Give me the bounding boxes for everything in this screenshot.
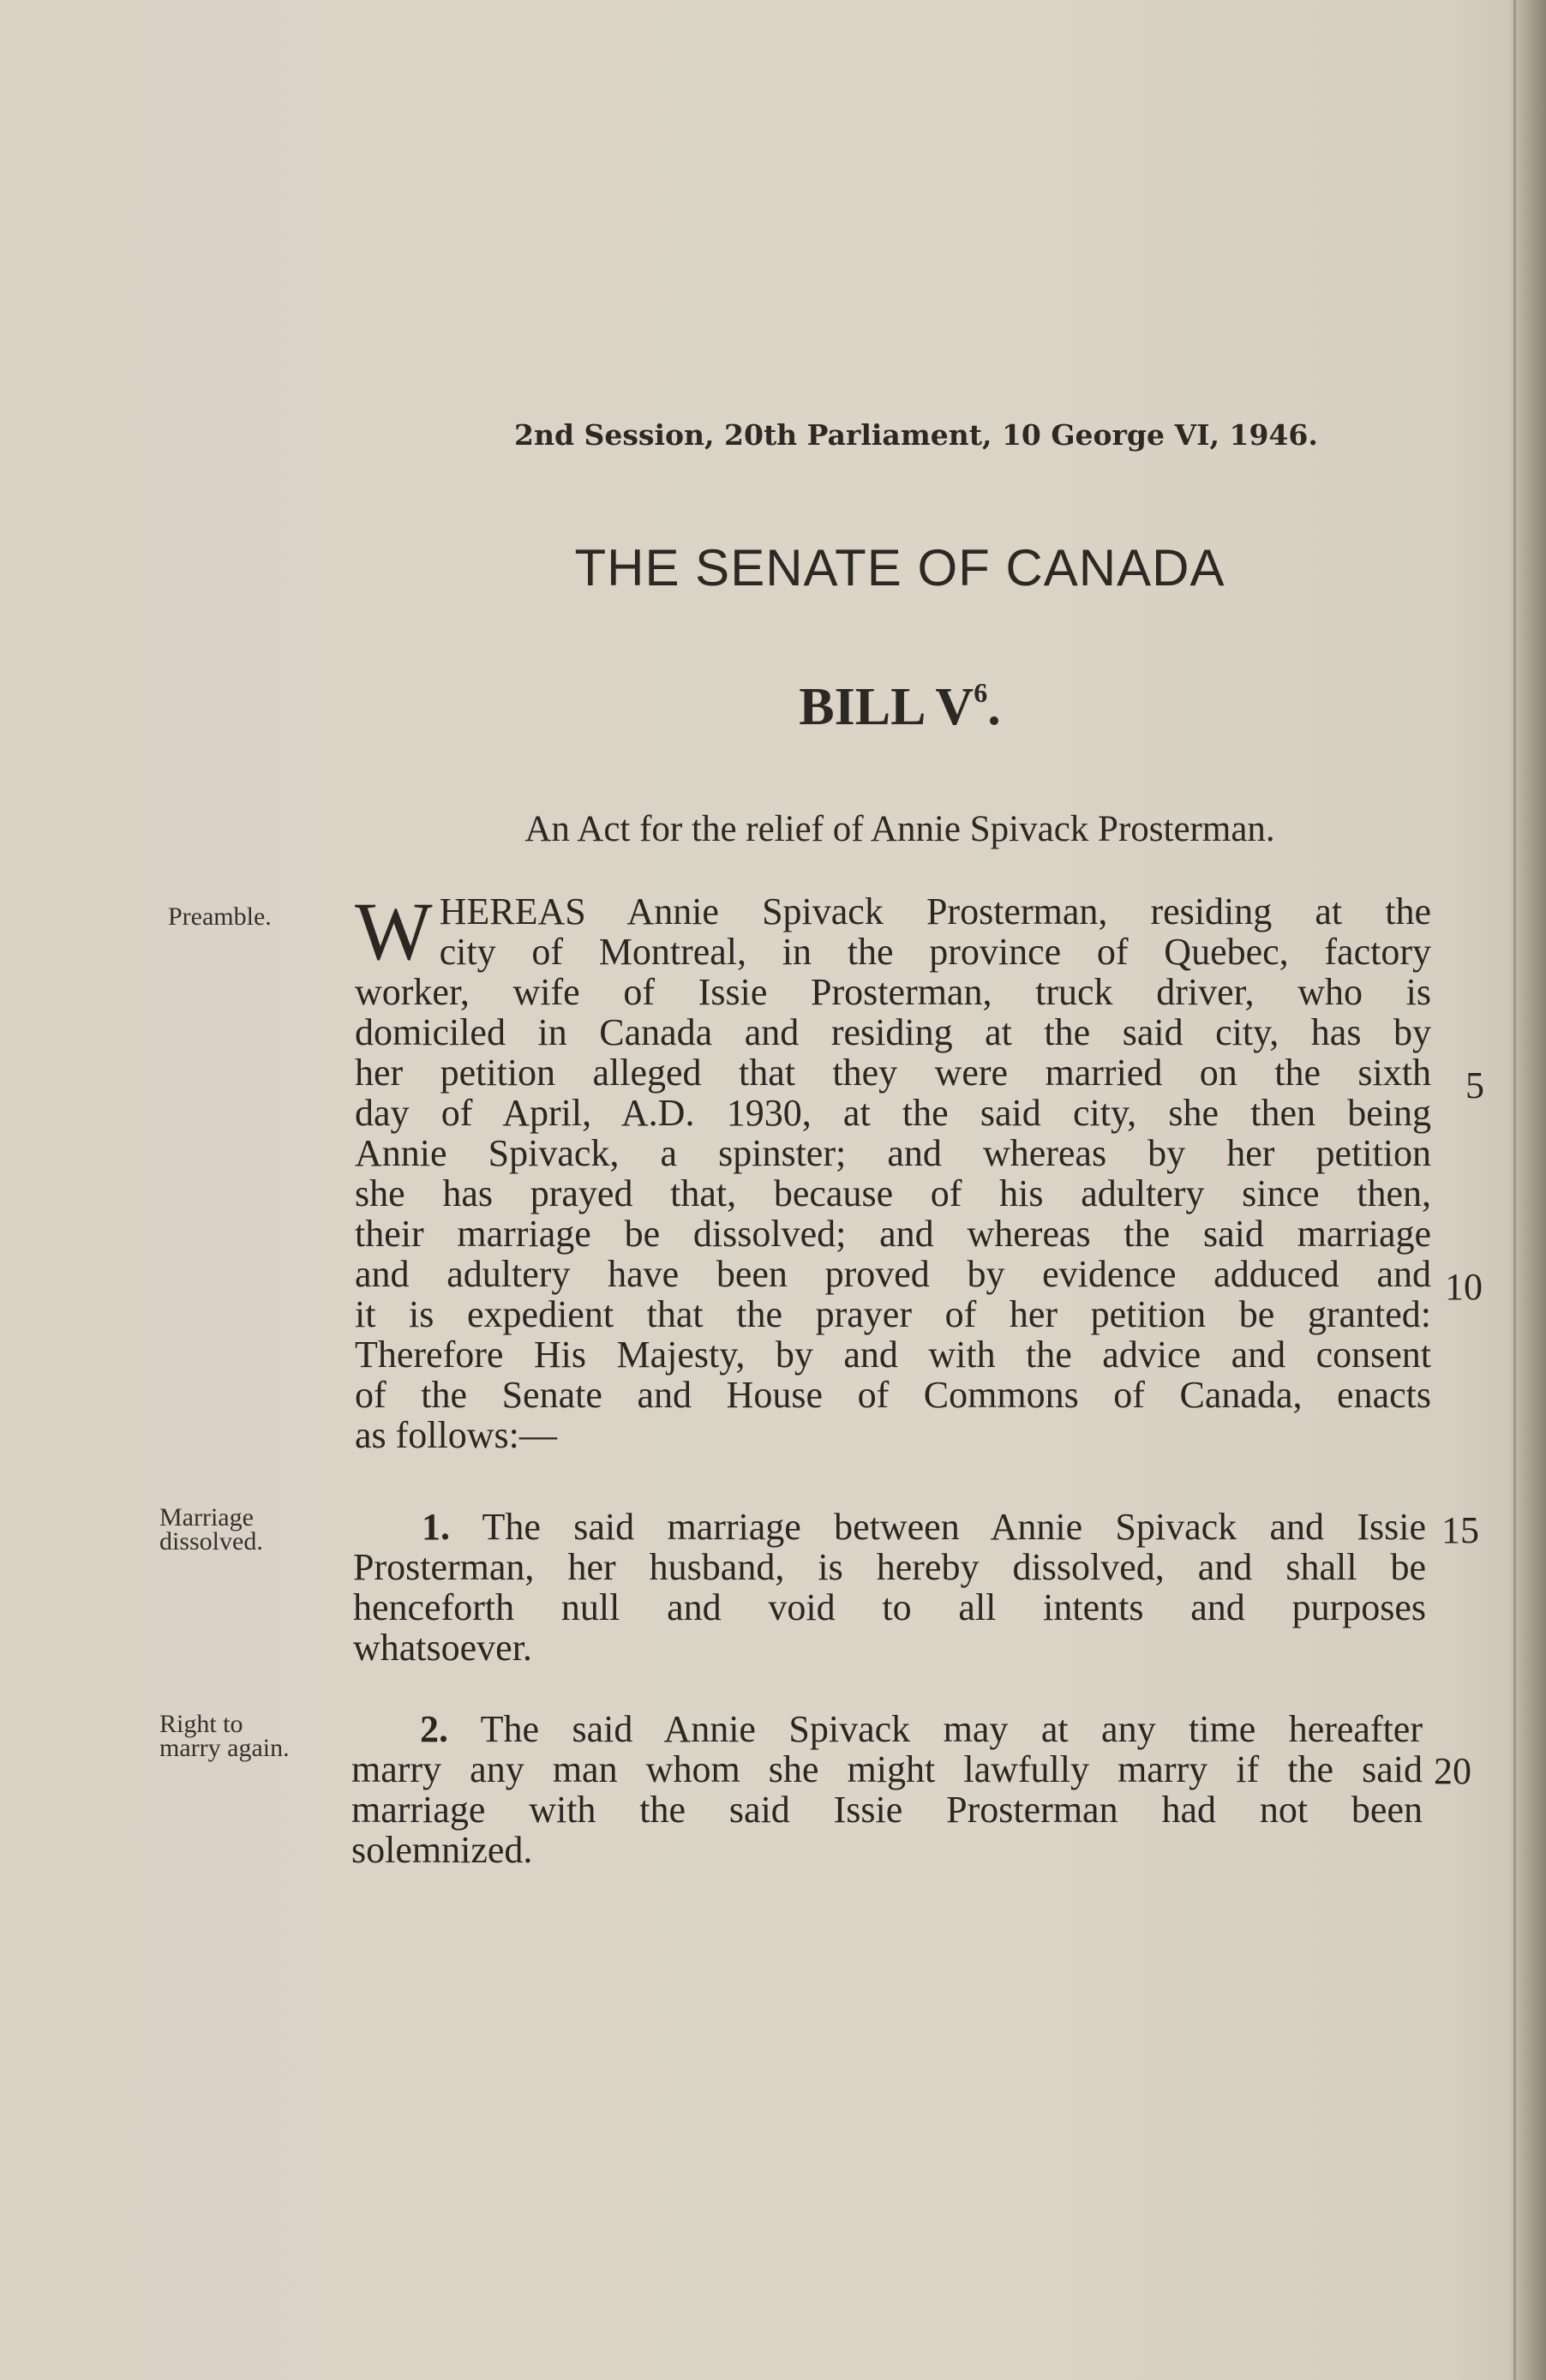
preamble-line: Annie Spivack, a spinster; and whereas by her petition: [355, 1132, 1431, 1174]
section-1-first-line: [353, 1507, 1426, 1547]
senate-title: THE SENATE OF CANADA: [574, 539, 1225, 596]
preamble-line: day of April, A.D. 1930, at the said city, she then being: [355, 1092, 1431, 1134]
margin-note-marriage-dissolved: [159, 1503, 263, 1556]
section-1-line: Prosterman, her husband, is hereby dissolved, and shall be: [353, 1546, 1426, 1588]
preamble-line: city of Montreal, in the province of Quebec, factory: [439, 931, 1431, 973]
preamble-line: as follows:—: [355, 1414, 557, 1456]
line-number-20: 20: [1434, 1750, 1471, 1792]
bill-title: [428, 677, 1371, 738]
session-header: 2nd Session, 20th Parliament, 10 George VI, 1946.: [514, 418, 1318, 452]
section-2-number: 2.: [420, 1708, 448, 1750]
line-number-10: 10: [1445, 1266, 1483, 1308]
preamble-line: it is expedient that the prayer of her petition be granted:: [355, 1293, 1431, 1335]
margin-note-line: marry again.: [159, 1734, 290, 1762]
preamble-line: their marriage be dissolved; and whereas the said marriage: [355, 1213, 1431, 1255]
section-2-line: marry any man whom she might lawfully marry if the said: [351, 1748, 1423, 1790]
margin-note-line: Marriage: [159, 1503, 254, 1532]
preamble-line: domiciled in Canada and residing at the said city, has by: [355, 1011, 1431, 1053]
section-1-line: whatsoever.: [353, 1627, 532, 1669]
section-2-paragraph: [351, 1709, 1423, 1870]
bill-label: BILL V: [799, 678, 974, 736]
bill-subtitle: An Act for the relief of Annie Spivack Prosterman.: [524, 809, 1275, 849]
margin-note-line: dissolved.: [159, 1527, 263, 1556]
section-2-line: solemnized.: [351, 1829, 533, 1871]
line-number-15: 15: [1441, 1509, 1479, 1551]
page-edge-shadow: [1513, 0, 1516, 2380]
bill-period: .: [987, 678, 1001, 736]
preamble-line: and adultery have been proved by evidence adduced and: [355, 1253, 1431, 1295]
preamble-line: HEREAS Annie Spivack Prosterman, residing at the: [439, 890, 1431, 932]
section-2-first-line: [351, 1709, 1423, 1749]
preamble-line: her petition alleged that they were married on the sixth: [355, 1052, 1431, 1094]
section-1-line: henceforth null and void to all intents and purposes: [353, 1586, 1426, 1628]
preamble-dropcap: W: [355, 885, 433, 977]
section-1-paragraph: [353, 1507, 1426, 1668]
preamble-line: Therefore His Majesty, by and with the advice and consent: [355, 1334, 1431, 1376]
section-2-line: marriage with the said Issie Prosterman had not been: [351, 1789, 1423, 1831]
preamble-line: of the Senate and House of Commons of Canada, enacts: [355, 1374, 1431, 1416]
margin-note-preamble: Preamble.: [168, 902, 272, 931]
preamble-line: worker, wife of Issie Prosterman, truck driver, who is: [355, 971, 1431, 1013]
section-1-number: 1.: [422, 1506, 450, 1548]
margin-note-line: Right to: [159, 1710, 243, 1738]
preamble-line: she has prayed that, because of his adultery since then,: [355, 1172, 1431, 1214]
margin-note-right-to-marry: [159, 1712, 290, 1760]
section-1-text: The said marriage between Annie Spivack and Issie: [482, 1506, 1426, 1548]
bill-superscript: 6: [974, 677, 988, 708]
preamble-paragraph: [355, 885, 1431, 1456]
line-number-5: 5: [1465, 1064, 1484, 1106]
section-2-text: The said Annie Spivack may at any time hereafter: [480, 1708, 1423, 1750]
